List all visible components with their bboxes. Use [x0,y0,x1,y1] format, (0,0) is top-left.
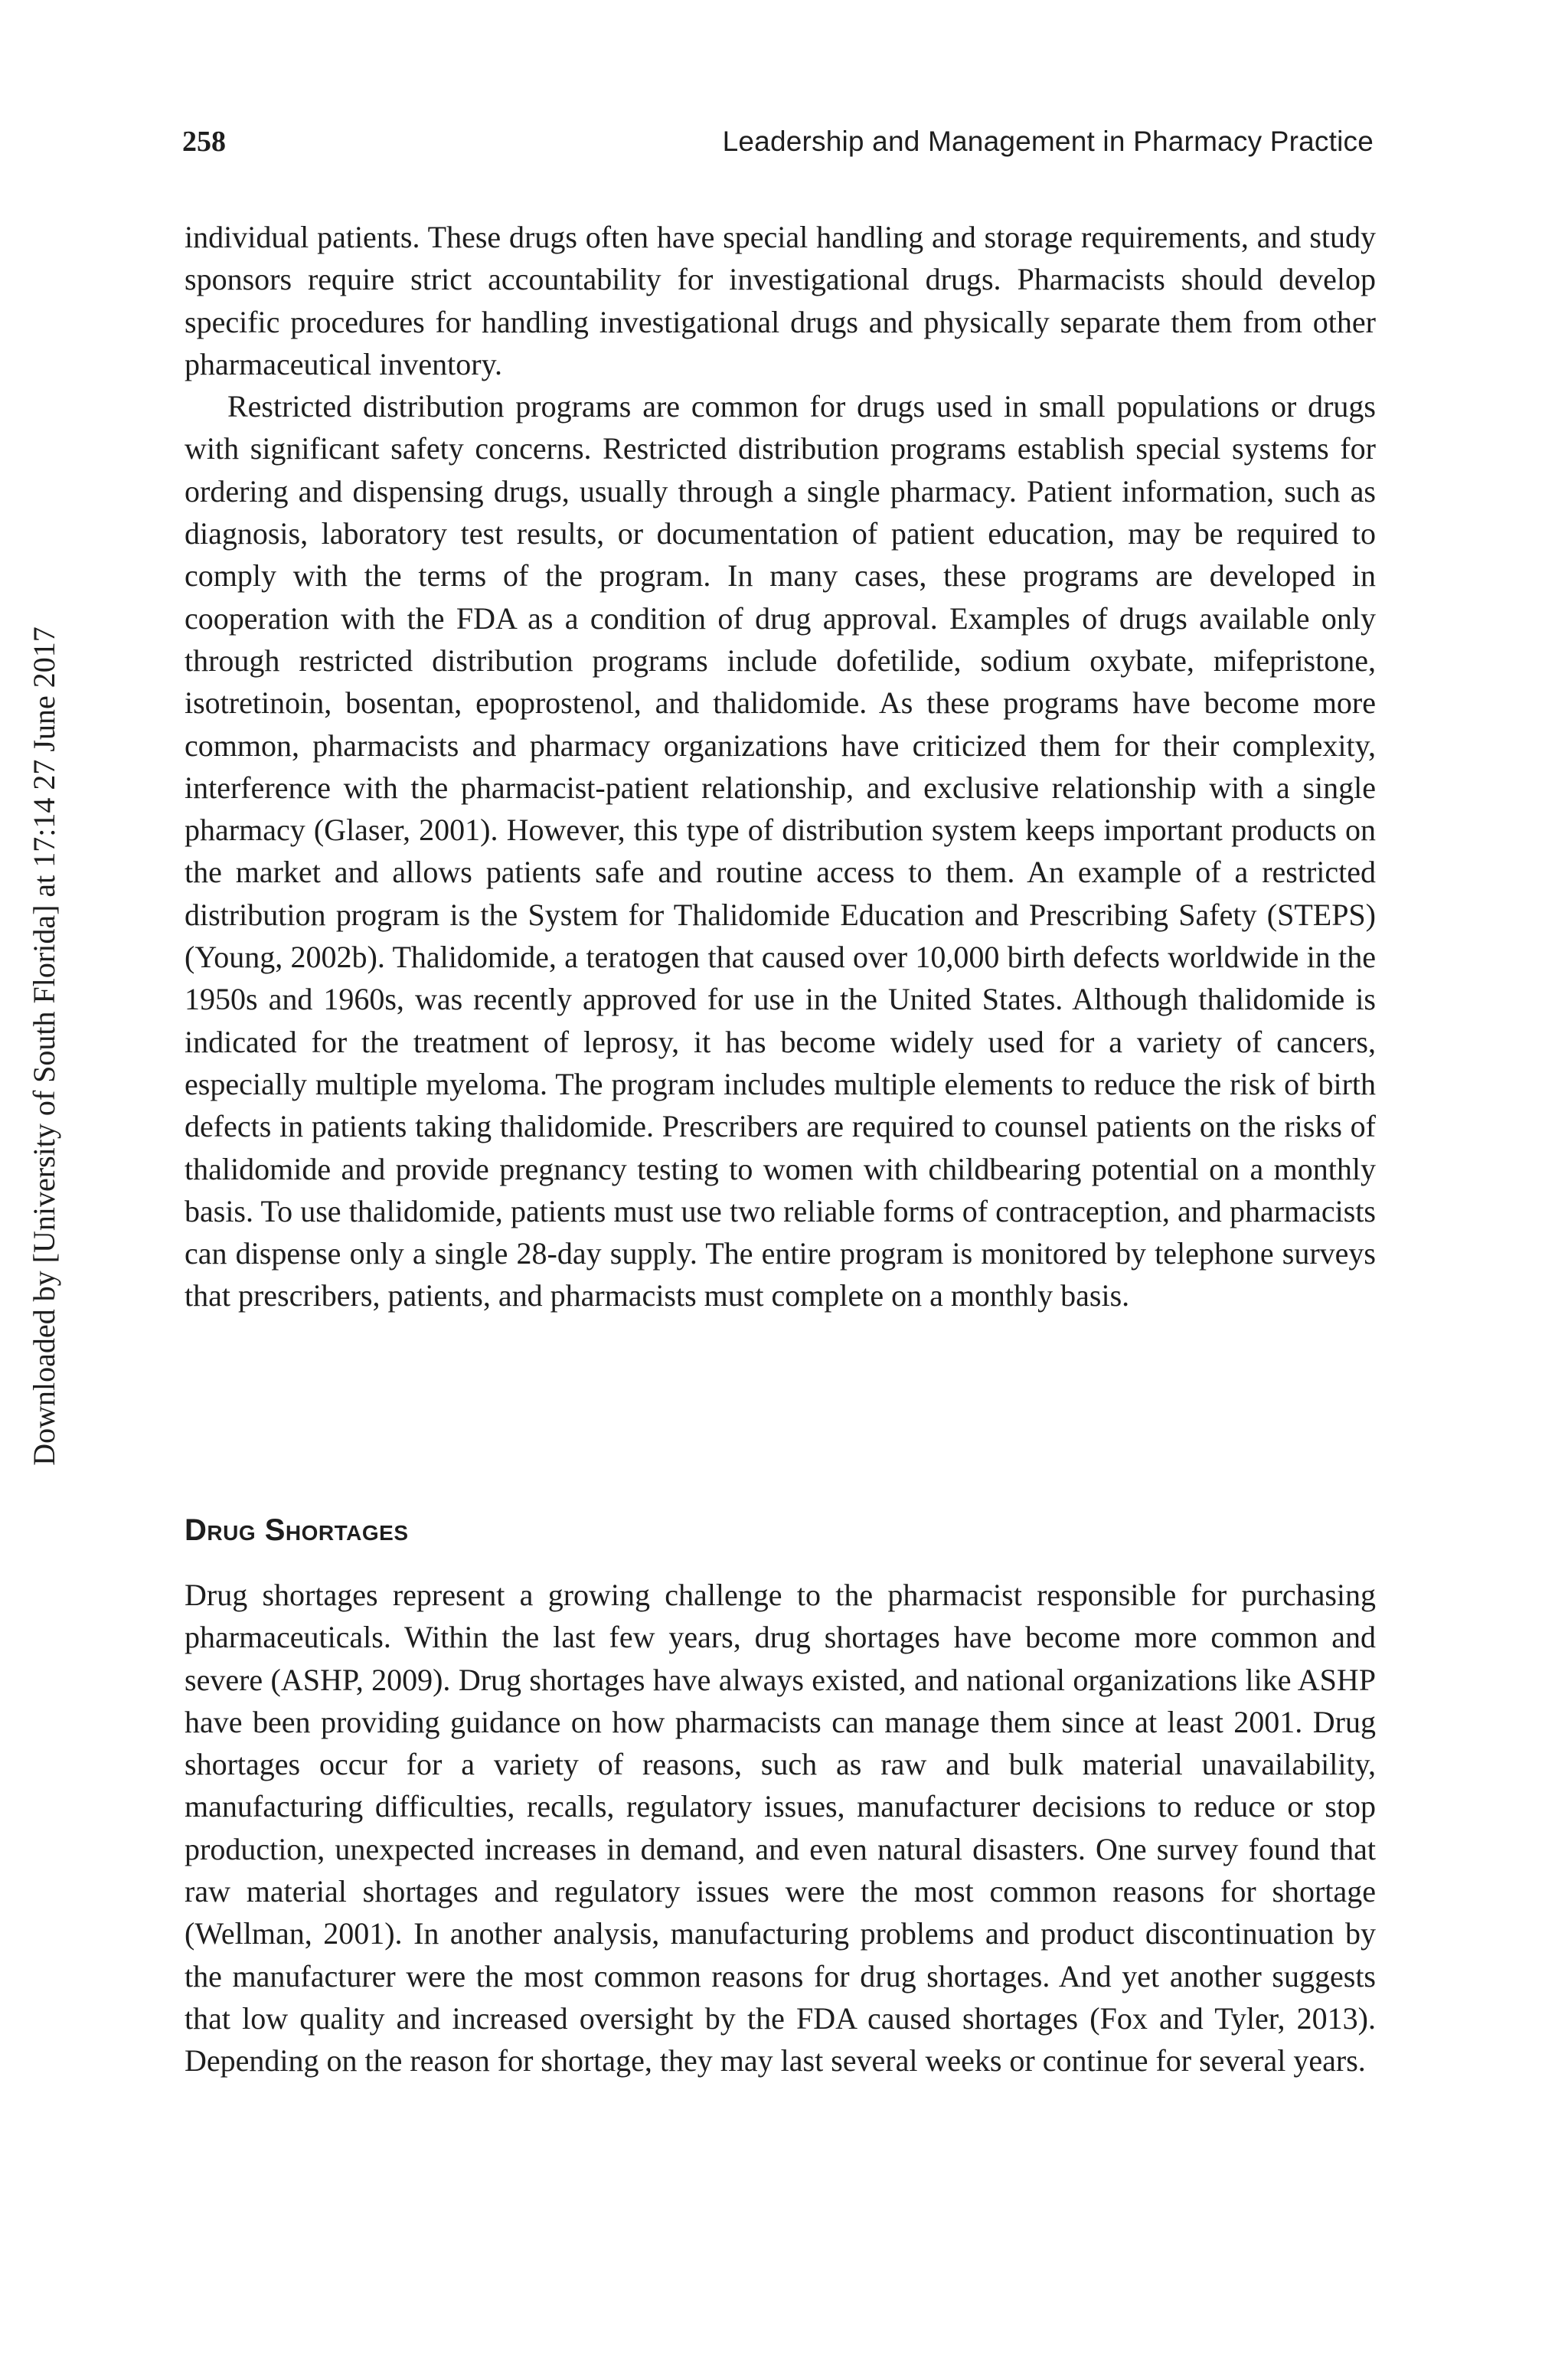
section-heading: Drug Shortages [185,1513,409,1547]
section-body [185,1574,1376,2082]
paragraph-drug-shortages: Drug shortages represent a growing challenge to the pharmacist responsible for purchasing pharmaceuticals. Within the last few years, drug shortages have become more common and severe (ASHP, 2009). Drug shortages have always existed, and national organizations like ASHP have been providing guidance on how pharmacists can manage them since at least 2001. Drug shortages occur for a variety of reasons, such as raw and bulk material unavailability, manufacturing difficulties, recalls, regulatory issues, manufacturer decisions to reduce or stop production, unexpected increases in demand, and even natural disasters. One survey found that raw material shortages and regulatory issues were the most common reasons for shortage (Wellman, 2001). In another analysis, manufacturing problems and product discontinuation by the manufacturer were the most common reasons for drug shortages. And yet another suggests that low quality and increased oversight by the FDA caused shortages (Fox and Tyler, 2013). Depending on the reason for shortage, they may last several weeks or continue for several years. [185,1578,1376,2079]
paragraph-continued: individual patients. These drugs often have special handling and storage requirements, and study sponsors require strict accountability for investigational drugs. Pharmacists should develop specific procedures for handling investigational drugs and physically separate them from other pharmaceutical inventory. [185,220,1376,381]
download-watermark: Downloaded by [University of South Florida] at 17:14 27 June 2017 [27,626,61,1466]
running-head: Leadership and Management in Pharmacy Practice [722,126,1374,157]
page-header [182,119,1374,165]
body-text [185,216,1376,1317]
paragraph-restricted-distribution: Restricted distribution programs are common for drugs used in small populations or drugs with significant safety concerns. Restricted distribution programs establish special systems for ordering and dispensing drugs, usually through a single pharmacy. Patient information, such as diagnosis, laboratory test results, or documentation of patient education, may be required to comply with the terms of the program. In many cases, these programs are developed in cooperation with the FDA as a condition of drug approval. Examples of drugs available only through restricted distribution programs include dofetilide, sodium oxybate, mifepristone, isotretinoin, bosentan, epoprostenol, and thalidomide. As these programs have become more common, pharmacists and pharmacy organizations have criticized them for their complexity, interference with the pharmacist-patient relationship, and exclusive relationship with a single pharmacy (Glaser, 2001). However, this type of distribution system keeps important products on the market and allows patients safe and routine access to them. An example of a restricted distribution program is the System for Thalidomide Education and Prescribing Safety (STEPS) (Young, 2002b). Thalidomide, a teratogen that caused over 10,000 birth defects worldwide in the 1950s and 1960s, was recently approved for use in the United States. Although thalidomide is indicated for the treatment of leprosy, it has become widely used for a variety of cancers, especially multiple myeloma. The program includes multiple elements to reduce the risk of birth defects in patients taking thalidomide. Prescribers are required to counsel patients on the risks of thalidomide and provide pregnancy testing to women with childbearing potential on a monthly basis. To use thalidomide, patients must use two reliable forms of contraception, and pharmacists can dispense only a single 28-day supply. The entire program is monitored by telephone surveys that prescribers, patients, and pharmacists must complete on a monthly basis. [185,389,1376,1313]
page-number: 258 [182,126,226,158]
